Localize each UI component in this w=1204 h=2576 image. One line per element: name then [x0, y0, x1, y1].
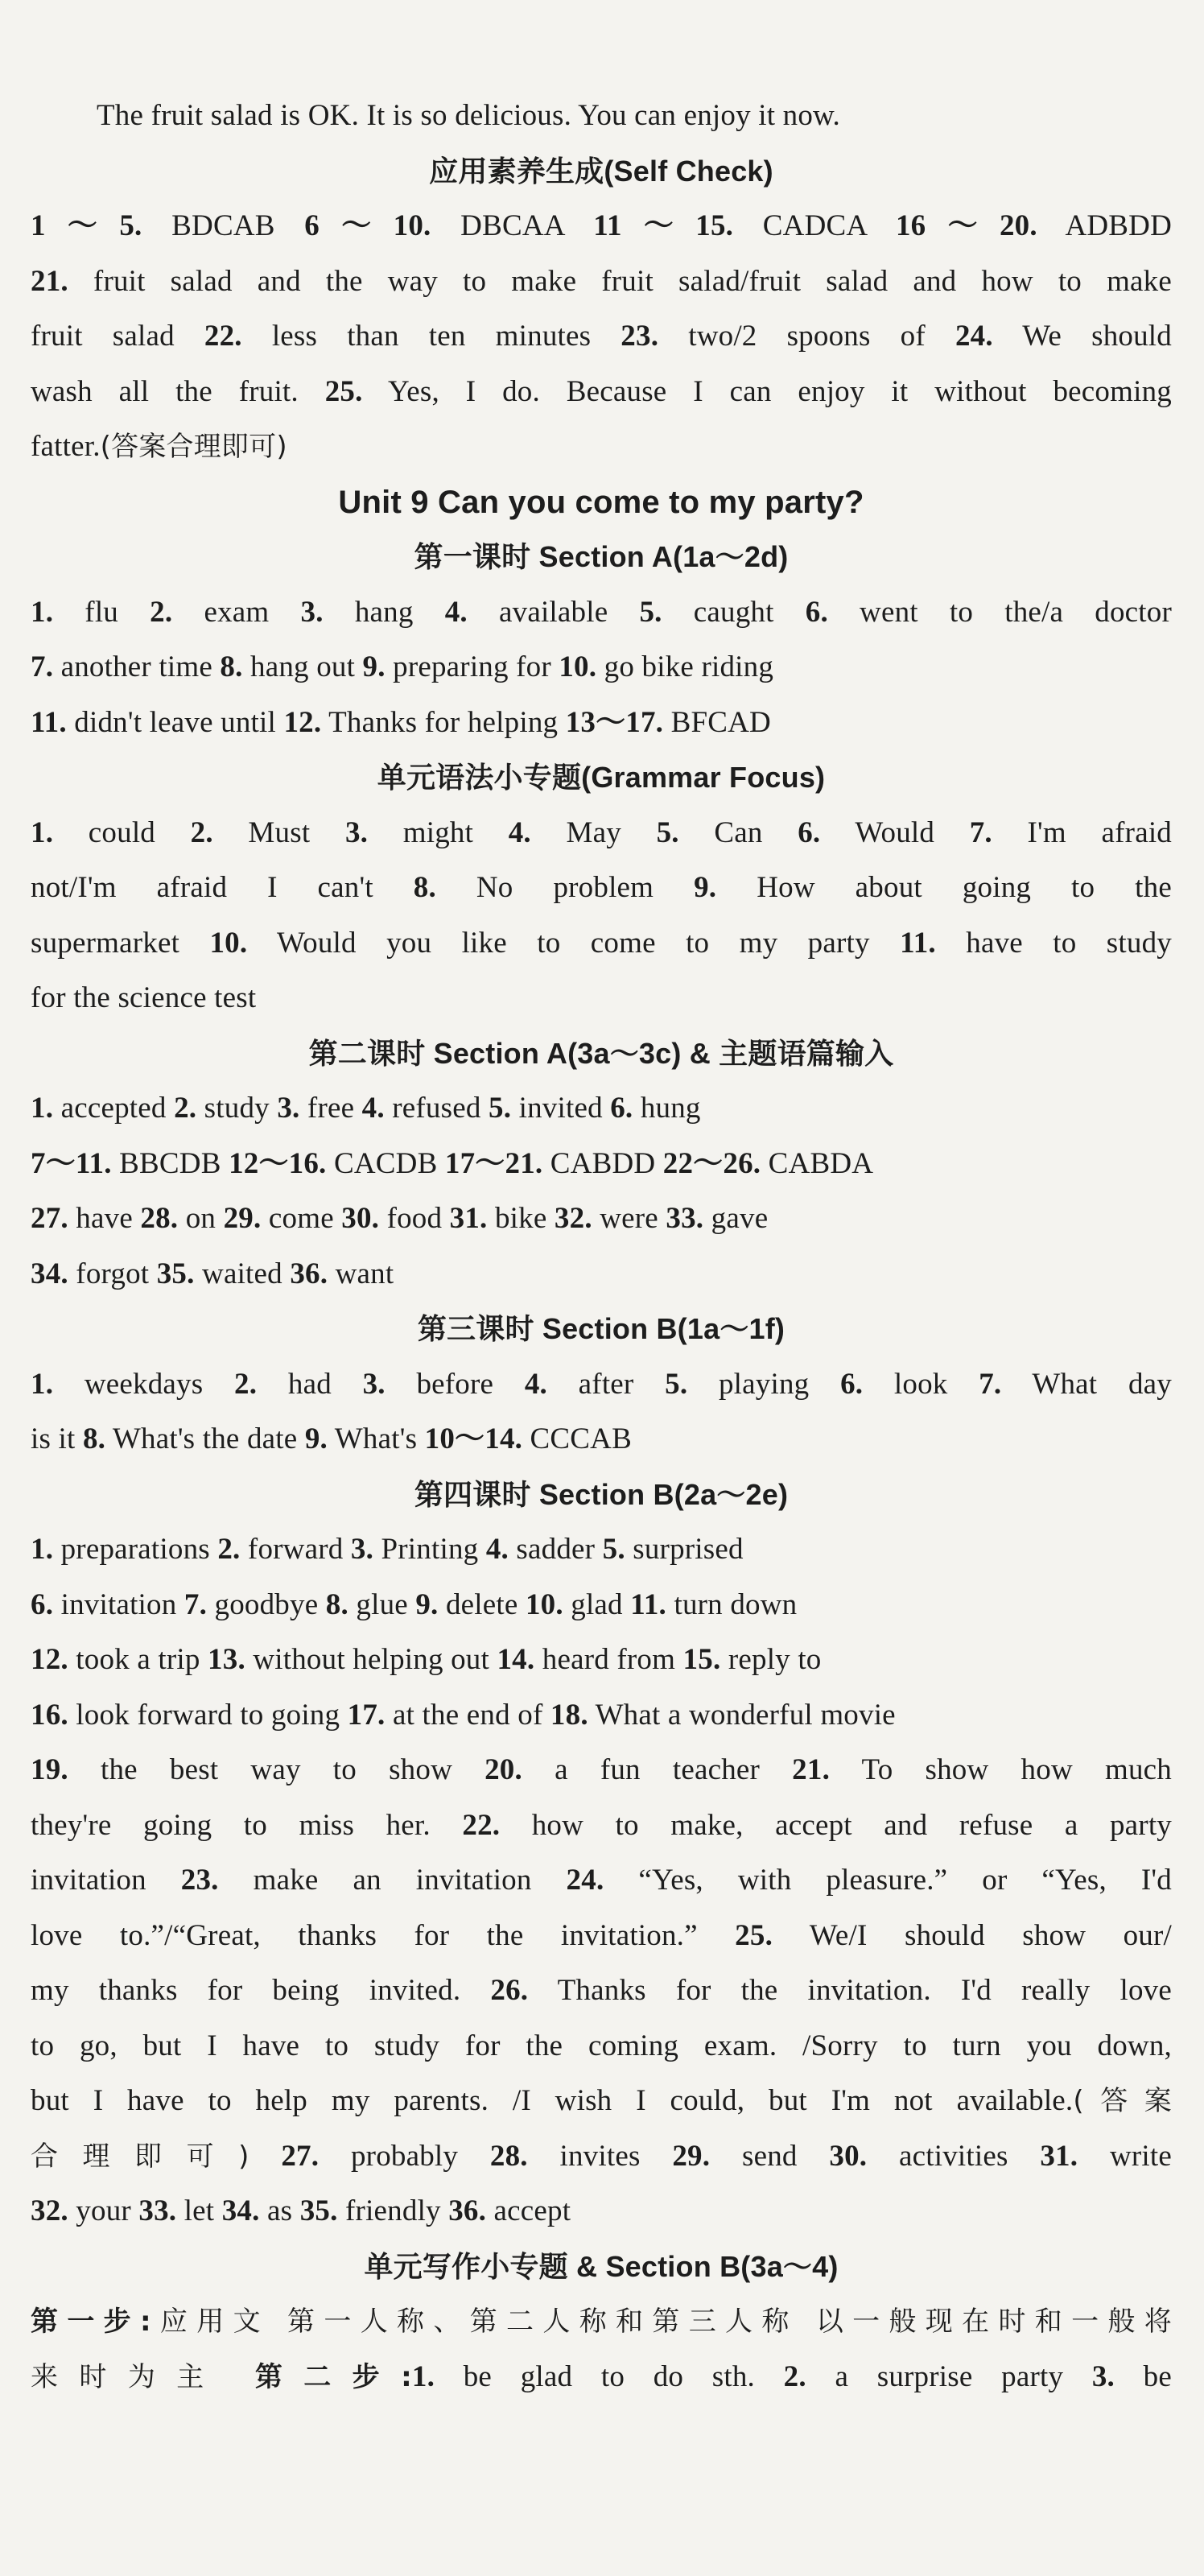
answer-text: fatter.	[31, 430, 101, 463]
answer-text: forward	[240, 1533, 351, 1566]
answer-text: send	[710, 2139, 830, 2173]
question-number: 29.	[223, 1202, 262, 1235]
question-number: 4.	[508, 815, 531, 849]
answer-line	[31, 2074, 1172, 2129]
answer-text: 应用文 第一人称、第二人称和第三人称 以一般现在时和一般将	[150, 2306, 1172, 2338]
answer-text: fruit salad and the way to make fruit salad/fruit salad and how to make	[68, 264, 1172, 298]
answer-text: could	[53, 815, 191, 849]
answer-text: friendly	[337, 2194, 449, 2227]
question-number: 19.	[31, 1753, 68, 1786]
answer-text: What's the date	[105, 1422, 305, 1455]
question-number: 10.	[559, 650, 597, 683]
answer-line	[31, 1191, 1172, 1247]
question-number: 16～20.	[895, 209, 1037, 242]
answer-text: the best way to show	[68, 1753, 485, 1786]
question-number: 1.	[31, 815, 54, 849]
question-number: 11.	[630, 1587, 667, 1621]
question-number: 20.	[484, 1753, 522, 1786]
answer-text: food	[379, 1202, 450, 1235]
answer-line	[31, 1137, 1172, 1192]
question-number: 2.	[174, 1092, 197, 1125]
answer-text: for the science test	[31, 981, 257, 1014]
answer-text: to go, but I have to study for the coming exam. /Sorry to turn you down,	[31, 2029, 1172, 2062]
answer-text: Would	[820, 815, 970, 849]
question-number: 11～15.	[593, 209, 734, 242]
question-number: 5.	[639, 595, 662, 629]
answer-text: The fruit salad is OK. It is so delicious. You can enjoy it now.	[97, 99, 840, 132]
question-number: 21.	[31, 264, 68, 298]
question-number: 12～16.	[229, 1146, 327, 1180]
answer-text: not/I'm afraid I can't	[31, 871, 414, 904]
question-number: 24.	[955, 320, 993, 353]
answer-line	[31, 1578, 1172, 1633]
question-number: 3.	[362, 1367, 386, 1401]
question-number: 5.	[656, 815, 679, 849]
answer-text: forgot	[68, 1257, 157, 1290]
answer-text: weekdays	[53, 1367, 235, 1401]
question-number: 1.	[31, 1092, 54, 1125]
question-number: 10.	[209, 926, 248, 960]
question-number: 13.	[208, 1643, 245, 1676]
question-number: 6.	[840, 1367, 864, 1401]
question-number: 21.	[792, 1753, 831, 1786]
answer-text: might	[368, 815, 509, 849]
answer-line	[31, 89, 1172, 144]
answer-line	[31, 1688, 1172, 1744]
answer-line	[31, 696, 1172, 751]
answer-line	[31, 1357, 1172, 1413]
question-number: 29.	[672, 2139, 711, 2173]
answer-text: make an invitation	[218, 1864, 567, 1897]
answer-line	[31, 2019, 1172, 2074]
answer-text: they're going to miss her.	[31, 1808, 463, 1842]
answer-line	[31, 585, 1172, 641]
answer-text: I'm afraid	[992, 815, 1172, 849]
answer-text: as	[259, 2194, 300, 2227]
question-number: 1.	[31, 595, 54, 629]
question-number: 17.	[347, 1698, 386, 1732]
question-number: 6.	[610, 1092, 633, 1125]
answer-text: let	[176, 2194, 222, 2227]
question-number: 1.	[31, 1533, 54, 1566]
answer-text: go bike riding	[596, 650, 774, 683]
answer-line	[31, 1522, 1172, 1578]
question-number: 1.	[411, 2359, 435, 2393]
answer-text: BBCDB	[111, 1146, 229, 1180]
question-number: 30.	[341, 1202, 380, 1235]
answer-text: didn't leave until	[66, 705, 284, 739]
answer-line	[31, 199, 1172, 254]
answer-text: wash all the fruit.	[31, 374, 325, 408]
answer-line	[31, 1633, 1172, 1688]
question-number: 7.	[183, 1587, 208, 1621]
answer-text: caught	[662, 595, 806, 629]
answer-text: goodbye	[207, 1587, 326, 1621]
question-number: 9.	[362, 650, 386, 683]
section-heading: 第三课时 Section B(1a～1f)	[417, 1312, 785, 1345]
answer-line	[31, 2350, 1172, 2405]
question-number: 9.	[304, 1422, 328, 1455]
question-number: 23.	[180, 1864, 219, 1897]
answer-text: Can	[678, 815, 798, 849]
question-number: 22.	[462, 1808, 501, 1842]
answer-text: refused	[384, 1092, 489, 1125]
question-number: 2.	[783, 2359, 806, 2393]
answer-line	[31, 2184, 1172, 2240]
answer-text: glad	[563, 1587, 631, 1621]
answer-text: supermarket	[31, 926, 210, 960]
question-number: 12.	[283, 705, 322, 739]
answer-line	[31, 916, 1172, 972]
question-number: 28.	[140, 1202, 179, 1235]
question-number: 第二步:	[254, 2360, 412, 2393]
question-number: 15.	[682, 1643, 721, 1676]
question-number: 27.	[31, 1202, 68, 1235]
question-number: 6.	[805, 595, 828, 629]
answer-text: reply to	[720, 1643, 822, 1676]
question-number: 6.	[31, 1587, 54, 1621]
question-number: 35.	[299, 2194, 338, 2227]
question-number: 3.	[1091, 2359, 1115, 2393]
answer-text: playing	[687, 1367, 841, 1401]
question-number: 7.	[969, 815, 992, 849]
answer-text: invitation	[53, 1587, 184, 1621]
answer-text: without helping out	[245, 1643, 497, 1676]
answer-text: look	[863, 1367, 979, 1401]
question-number: 9.	[415, 1587, 439, 1621]
answer-text: accept	[486, 2194, 571, 2227]
answer-text: ADBDD	[1037, 209, 1173, 242]
question-number: 36.	[290, 1257, 328, 1290]
question-number: 8.	[413, 871, 436, 904]
answer-text: bike	[487, 1202, 555, 1235]
question-number: 5.	[665, 1367, 688, 1401]
answer-text: but I have to help my parents. /I wish I could, but I'm not available.	[31, 2084, 1074, 2117]
question-number: 6～10.	[304, 209, 431, 242]
answer-text: write	[1078, 2139, 1172, 2173]
answer-text: be glad to do sth.	[435, 2359, 784, 2393]
section-heading: 第二课时 Section A(3a～3c) & 主题语篇输入	[308, 1036, 894, 1070]
question-number: 28.	[489, 2139, 528, 2173]
question-number: 22～26.	[662, 1146, 761, 1180]
answer-text: “Yes, with pleasure.” or “Yes, I'd	[604, 1864, 1172, 1897]
question-number: 1～5.	[31, 209, 142, 242]
answer-text: Yes, I do. Because I can enjoy it without becoming	[362, 374, 1172, 408]
answer-text: (答案合理即可)	[100, 431, 287, 463]
answer-text: CCCAB	[522, 1422, 632, 1455]
answer-text: hang	[323, 595, 445, 629]
answer-text: had	[257, 1367, 363, 1401]
question-number: 25.	[735, 1918, 773, 1952]
question-number: 3.	[350, 1533, 374, 1566]
question-number: 27.	[281, 2139, 320, 2173]
answer-text: a fun teacher	[522, 1753, 793, 1786]
question-number: 7～11.	[31, 1146, 112, 1180]
answer-line	[31, 1081, 1172, 1137]
question-number: 31.	[449, 1202, 488, 1235]
answer-text: No problem	[435, 871, 695, 904]
question-number: 35.	[156, 1257, 195, 1290]
question-number: 9.	[694, 871, 717, 904]
answer-text: took a trip	[68, 1643, 208, 1676]
answer-line	[31, 419, 1172, 475]
answer-text	[249, 2140, 282, 2173]
answer-text: glue	[348, 1587, 416, 1621]
question-number: 11.	[900, 926, 936, 960]
answer-line	[31, 2129, 1172, 2185]
question-number: 26.	[490, 1974, 529, 2007]
answer-line	[31, 1412, 1172, 1468]
answer-line	[31, 1798, 1172, 1854]
answer-text: CABDD	[542, 1146, 663, 1180]
answer-text: went to the/a doctor	[827, 595, 1173, 629]
answer-text: turn down	[666, 1587, 798, 1621]
answer-text: preparing for	[385, 650, 559, 683]
question-number: 34.	[221, 2194, 260, 2227]
question-number: 6.	[798, 815, 821, 849]
question-number: 7.	[31, 650, 54, 683]
answer-line	[31, 1247, 1172, 1302]
answer-text: CABDA	[761, 1146, 874, 1180]
answer-text: DBCAA	[431, 209, 594, 242]
answer-text: invitation	[31, 1864, 181, 1897]
section-heading: 单元语法小专题(Grammar Focus)	[377, 761, 826, 794]
answer-text: be	[1114, 2359, 1172, 2393]
answer-text: heard from	[534, 1643, 683, 1676]
question-number: 2.	[217, 1533, 241, 1566]
answer-text: 合理即可)	[31, 2140, 249, 2173]
answer-line	[31, 806, 1172, 861]
question-number: 4.	[524, 1367, 547, 1401]
answer-text: available	[467, 595, 640, 629]
answer-text: surprised	[625, 1533, 744, 1566]
answer-line	[31, 1909, 1172, 1964]
question-number: 17～21.	[444, 1146, 543, 1180]
answer-text: Must	[212, 815, 345, 849]
question-number: 24.	[566, 1864, 604, 1897]
answer-text: on	[178, 1202, 224, 1235]
answer-text: have to study	[935, 926, 1172, 960]
question-number: 30.	[829, 2139, 868, 2173]
answer-text: come	[261, 1202, 342, 1235]
question-number: 32.	[554, 1202, 592, 1235]
answer-text: waited	[194, 1257, 291, 1290]
answer-text: how to make, accept and refuse a party	[500, 1808, 1172, 1842]
answer-text: We should	[992, 320, 1172, 353]
answer-text: accepted	[53, 1092, 175, 1125]
section-heading: 第一课时 Section A(1a～2d)	[414, 540, 789, 573]
question-number: 第一步:	[31, 2306, 151, 2338]
question-number: 8.	[82, 1422, 106, 1455]
question-number: 14.	[497, 1643, 535, 1676]
answer-text: my thanks for being invited.	[31, 1974, 491, 2007]
answer-text: love to.”/“Great, thanks for the invitation.”	[31, 1918, 736, 1952]
answer-text: have	[68, 1202, 141, 1235]
question-number: 13～17.	[565, 705, 664, 739]
answer-text: May	[530, 815, 657, 849]
section-heading: 单元写作小专题 & Section B(3a～4)	[364, 2249, 839, 2283]
answer-line	[31, 1963, 1172, 2019]
question-number: 31.	[1040, 2139, 1078, 2173]
question-number: 10.	[525, 1587, 563, 1621]
answer-text: want	[328, 1257, 394, 1290]
question-number: 16.	[31, 1698, 68, 1732]
answer-text: hung	[633, 1092, 701, 1125]
answer-text: delete	[438, 1587, 526, 1621]
question-number: 25.	[324, 374, 363, 408]
question-number: 8.	[220, 650, 243, 683]
question-number: 5.	[602, 1533, 625, 1566]
answer-text: invites	[527, 2139, 673, 2173]
answer-text: BFCAD	[663, 705, 771, 739]
answer-text: Thanks for helping	[321, 705, 566, 739]
question-number: 4.	[485, 1533, 509, 1566]
answer-text: look forward to going	[68, 1698, 348, 1732]
answer-text: activities	[867, 2139, 1041, 2173]
question-number: 33.	[666, 1202, 704, 1235]
section-heading: 第四课时 Section B(2a～2e)	[414, 1477, 789, 1511]
answer-line	[31, 640, 1172, 696]
question-number: 7.	[979, 1367, 1002, 1401]
answer-text: What day	[1001, 1367, 1172, 1401]
unit-heading: Unit 9 Can you come to my party?	[338, 484, 864, 520]
question-number: 3.	[344, 815, 369, 849]
answer-text: BDCAB	[142, 209, 305, 242]
answer-text: fruit salad	[31, 320, 204, 353]
answer-text: preparations	[53, 1533, 218, 1566]
answer-text: is it	[31, 1422, 83, 1455]
question-number: 11.	[31, 705, 67, 739]
question-number: 32.	[31, 2194, 68, 2227]
question-number: 3.	[300, 595, 324, 629]
answer-text: free	[299, 1092, 362, 1125]
answer-text: study	[196, 1092, 278, 1125]
section-heading: 应用素养生成(Self Check)	[429, 154, 773, 188]
answer-text: were	[592, 1202, 666, 1235]
question-number: 4.	[444, 595, 468, 629]
answer-line	[31, 365, 1172, 420]
answer-text: another time	[53, 650, 221, 683]
answer-text: hang out	[242, 650, 363, 683]
answer-text: How about going to the	[716, 871, 1172, 904]
answer-text: CACDB	[326, 1146, 445, 1180]
answer-text: a surprise party	[806, 2359, 1092, 2393]
answer-text: Printing	[373, 1533, 486, 1566]
answer-text: your	[68, 2194, 139, 2227]
question-number: 12.	[31, 1643, 68, 1676]
answer-text: two/2 spoons of	[658, 320, 955, 353]
question-number: 8.	[325, 1587, 348, 1621]
answer-text: invited	[511, 1092, 611, 1125]
answer-text: less than ten minutes	[241, 320, 621, 353]
question-number: 1.	[31, 1367, 54, 1401]
answer-text: What's	[328, 1422, 425, 1455]
answer-text: To show how much	[830, 1753, 1172, 1786]
question-number: 33.	[138, 2194, 177, 2227]
answer-text: 来时为主	[31, 2360, 255, 2393]
answer-text: Would you like to come to my party	[247, 926, 901, 960]
answer-text: Thanks for the invitation. I'd really love	[528, 1974, 1172, 2007]
answer-line	[31, 2294, 1172, 2350]
question-number: 2.	[190, 815, 213, 849]
question-number: 3.	[277, 1092, 300, 1125]
answer-line	[31, 1853, 1172, 1909]
answer-text: exam	[172, 595, 301, 629]
answer-text: sadder	[508, 1533, 603, 1566]
answer-line	[31, 971, 1172, 1026]
question-number: 2.	[234, 1367, 258, 1401]
answer-text: We/I should show our/	[773, 1918, 1172, 1952]
answer-text: flu	[53, 595, 150, 629]
question-number: 4.	[361, 1092, 385, 1125]
question-number: 22.	[204, 320, 242, 353]
answer-text: gave	[703, 1202, 769, 1235]
question-number: 10～14.	[424, 1422, 523, 1455]
answer-line	[31, 254, 1172, 310]
answer-text: What a wonderful movie	[588, 1698, 896, 1732]
answer-line	[31, 309, 1172, 365]
question-number: 34.	[31, 1257, 68, 1290]
answer-text: CADCA	[733, 209, 896, 242]
answer-text: probably	[319, 2139, 490, 2173]
answer-text: before	[385, 1367, 525, 1401]
question-number: 5.	[489, 1092, 512, 1125]
answer-text: (答案	[1073, 2085, 1172, 2117]
question-number: 23.	[621, 320, 659, 353]
question-number: 18.	[550, 1698, 588, 1732]
answer-text: at the end of	[385, 1698, 550, 1732]
question-number: 2.	[150, 595, 173, 629]
answer-text: after	[546, 1367, 666, 1401]
question-number: 36.	[448, 2194, 487, 2227]
answer-line	[31, 1743, 1172, 1798]
answer-line	[31, 861, 1172, 916]
